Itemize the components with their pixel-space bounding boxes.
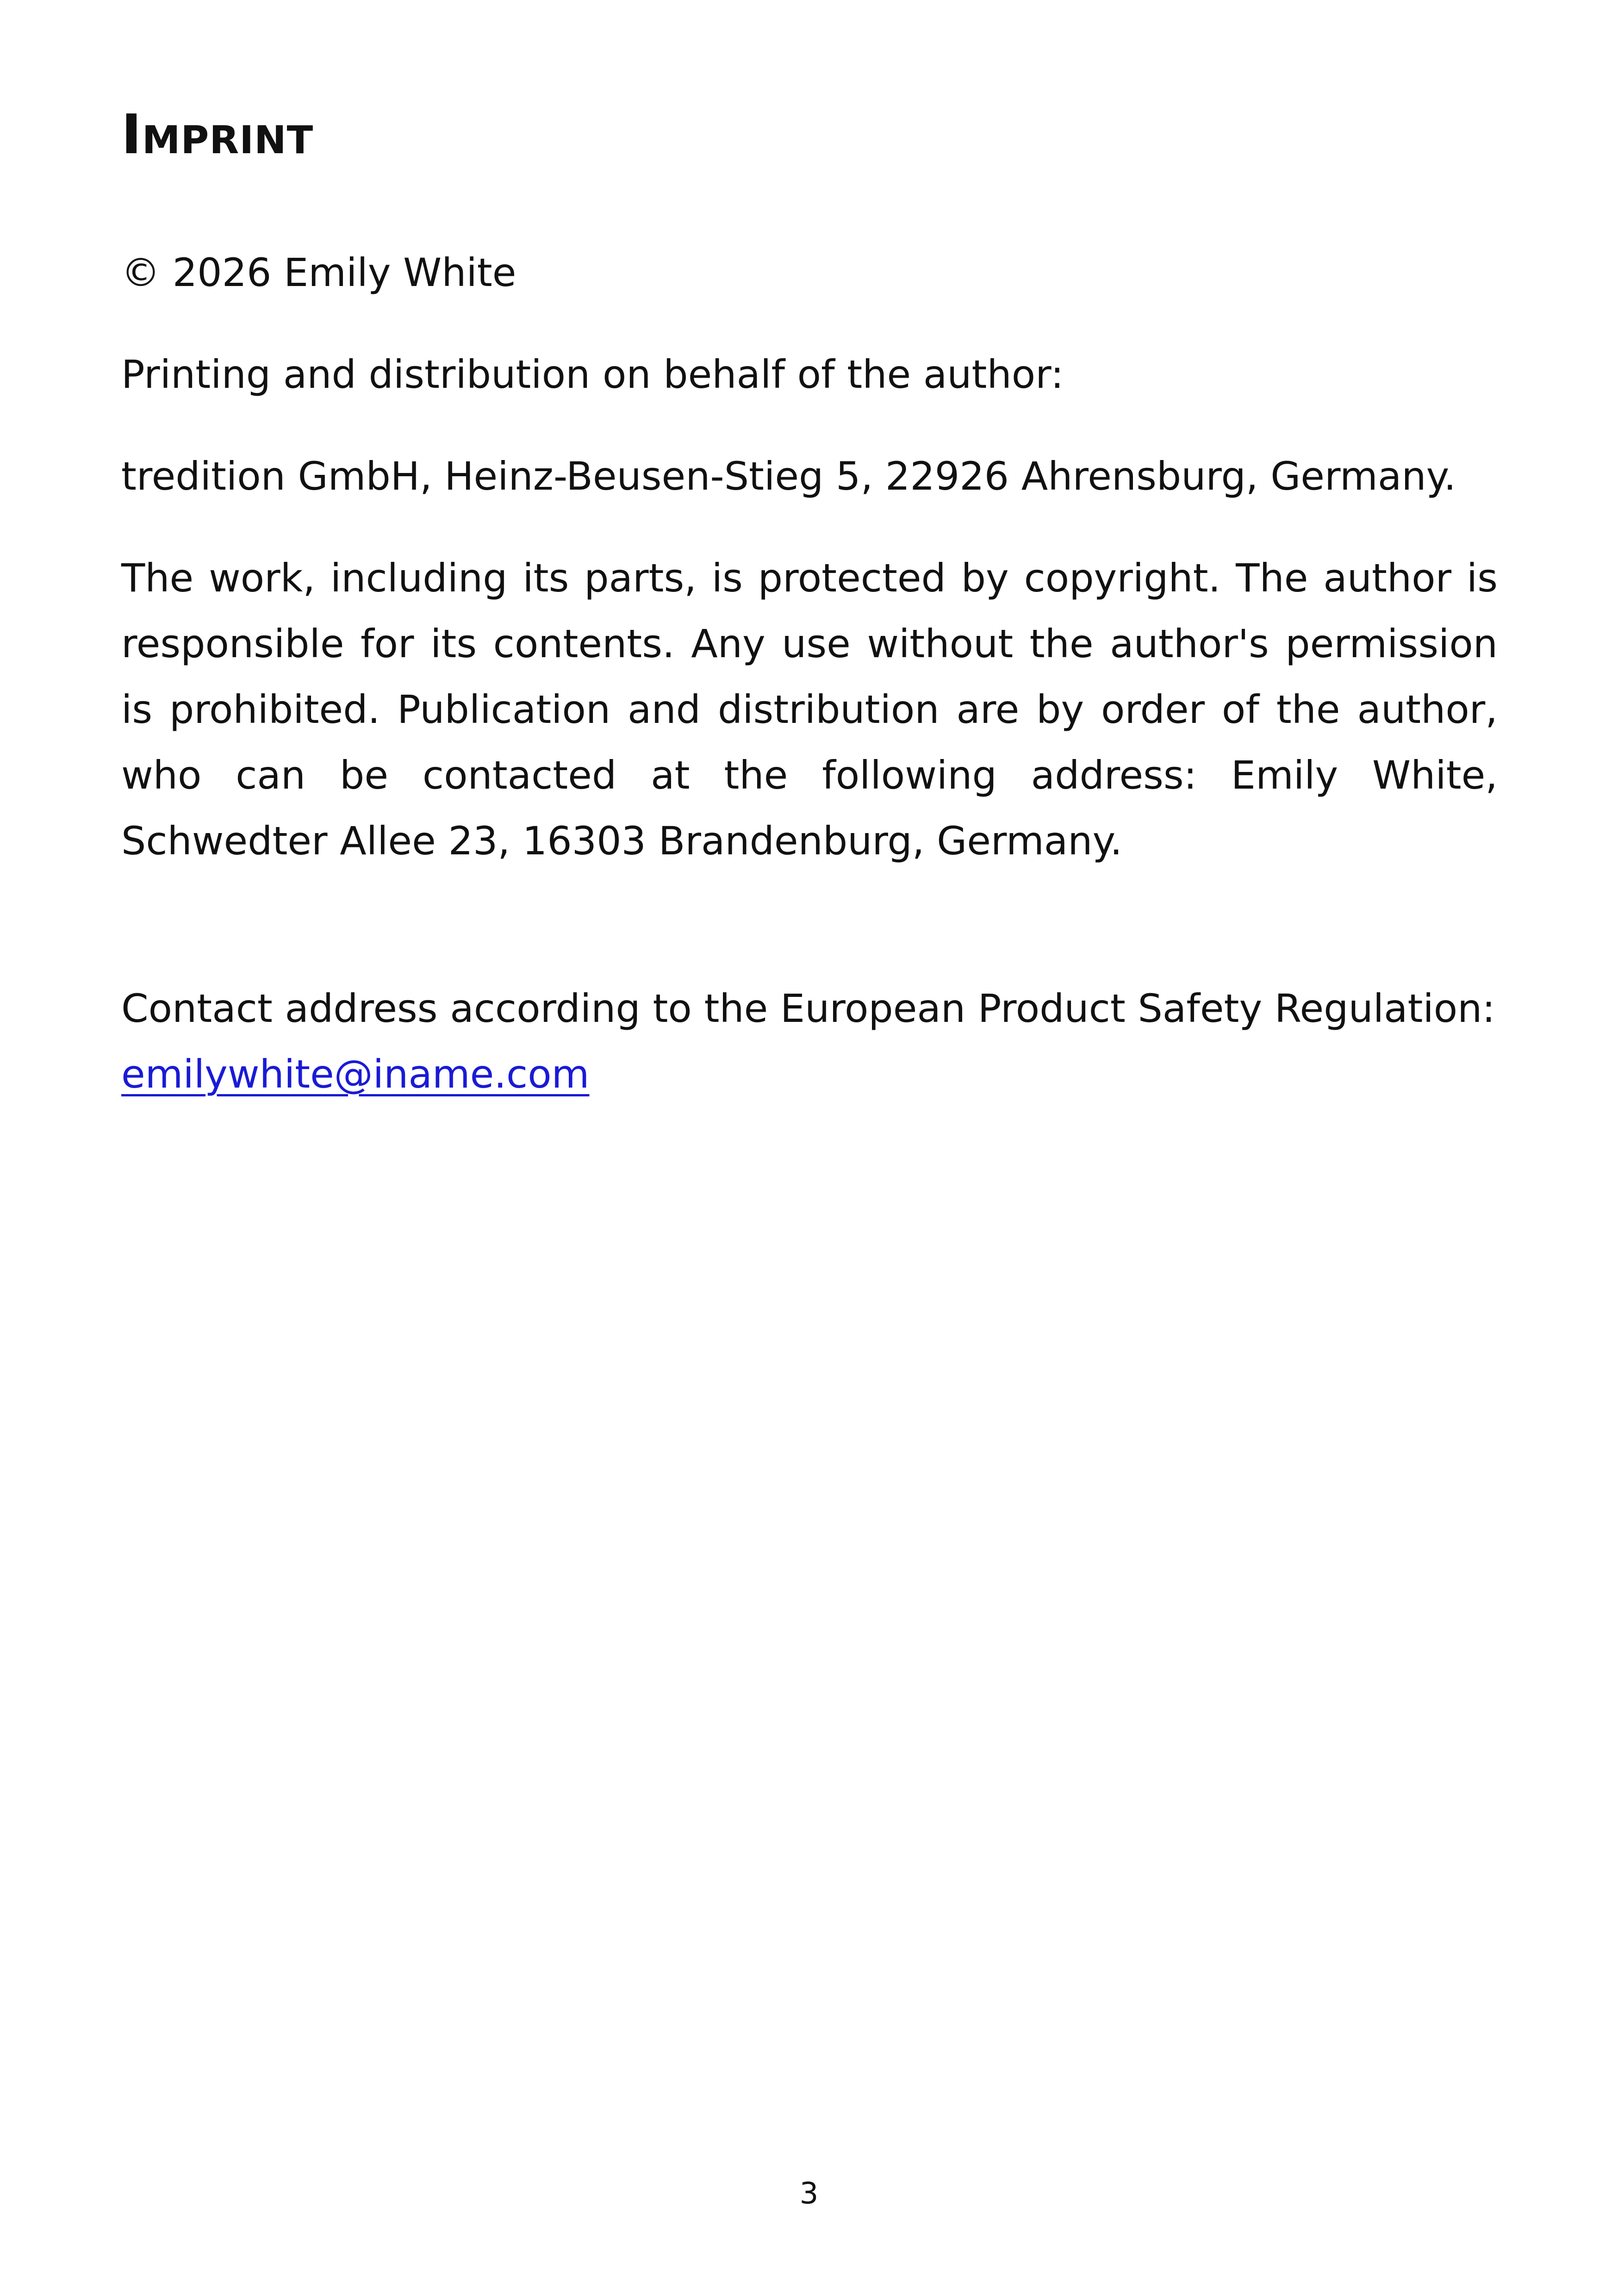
page-content	[121, 93, 1498, 1107]
printing-line: Printing and distribution on behalf of the author:	[121, 352, 1064, 397]
copyright-notice: The work, including its parts, is protected by copyright. The author is responsible for its contents. Any use without the author's permission is prohibited. Publication and distribution are by order of the author, who can be contacted at the following address: Emily White, Schwedter Allee 23, 16303 Brandenburg, Germany.	[121, 555, 1498, 864]
copyright-line: © 2026 Emily White	[121, 250, 517, 295]
contact-label: Contact address according to the European Product Safety Regulation:	[121, 986, 1495, 1031]
page-number: 3	[799, 2177, 819, 2211]
page-title: Imprint	[121, 102, 314, 166]
contact-email-link[interactable]: emilywhite@iname.com	[121, 1052, 590, 1097]
contact-email-row	[121, 1041, 1498, 1107]
publisher-address: tredition GmbH, Heinz-Beusen-Stieg 5, 22926 Ahrensburg, Germany.	[121, 454, 1456, 499]
